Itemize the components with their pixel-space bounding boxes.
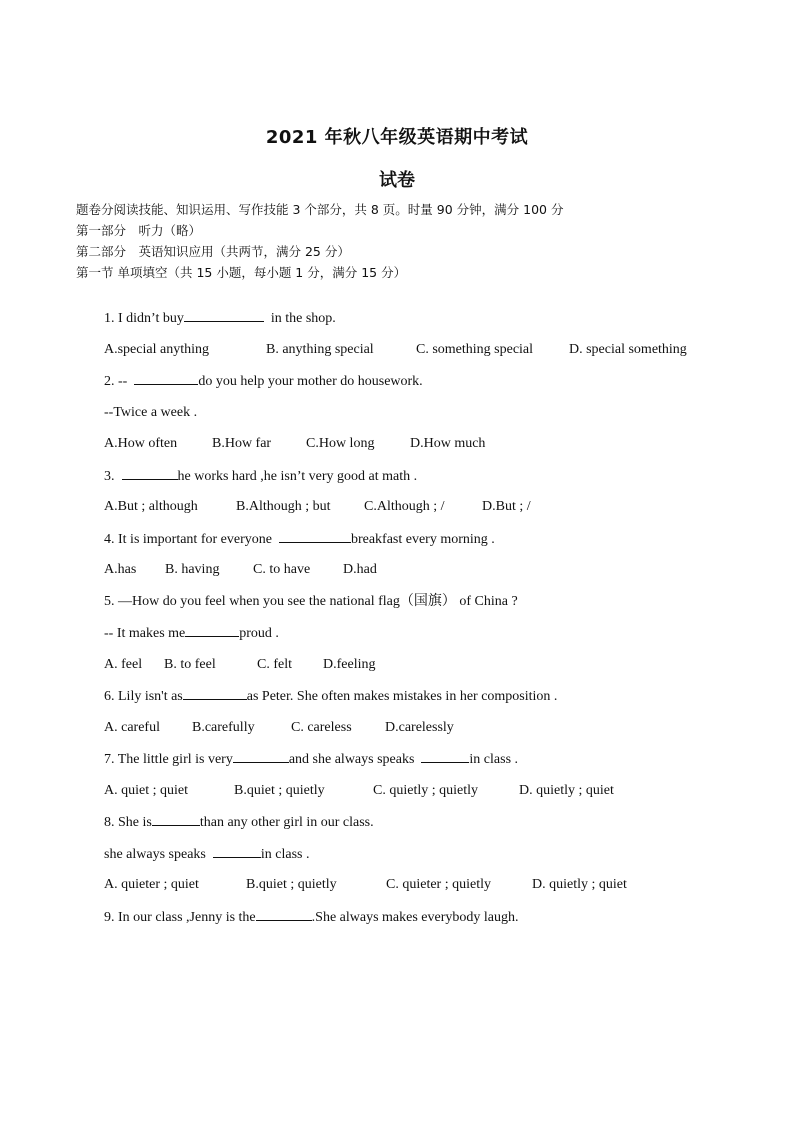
question-8	[104, 811, 744, 843]
question-4-options	[104, 559, 744, 591]
exam-intro: 题卷分阅读技能、知识运用、写作技能 3 个部分，共 8 页。时量 90 分钟，满分 100 分	[76, 202, 564, 217]
question-text: he works hard ,he isn’t very good at math .	[177, 468, 418, 484]
option-a: A. careful	[104, 719, 160, 735]
option-a: A.How often	[104, 436, 178, 451]
question-text: 1. I didn’t buy	[104, 311, 184, 326]
question-text: 3.	[104, 468, 122, 484]
answer-text: in class .	[260, 846, 310, 862]
question-text: than any other girl in our class.	[199, 815, 374, 830]
question-3-options	[104, 496, 744, 528]
question-text: do you help your mother do housework.	[198, 374, 423, 389]
option-c: C. to have	[253, 562, 311, 577]
question-5: 5. —How do you feel when you see the national flag（国旗） of China ?	[104, 593, 518, 609]
option-b: B.quiet ; quietly	[246, 877, 337, 892]
question-text: 6. Lily isn't as	[104, 689, 183, 704]
option-b: B.Although ; but	[236, 499, 331, 514]
answer-blank	[256, 906, 312, 921]
question-text: and she always speaks	[288, 752, 422, 767]
option-b: B. having	[165, 562, 220, 577]
answer-blank	[152, 811, 200, 826]
question-1-options	[104, 339, 744, 371]
question-2-options	[104, 433, 744, 465]
question-text: as Peter. She often makes mistakes in her composition .	[246, 689, 558, 704]
option-b: B.How far	[212, 436, 272, 451]
answer-blank	[134, 370, 198, 385]
question-text: 7. The little girl is very	[104, 752, 233, 767]
option-b: B.quiet ; quietly	[234, 782, 325, 798]
question-9	[104, 906, 744, 938]
answer-blank	[213, 843, 261, 858]
answer-text: -- It makes me	[104, 626, 186, 641]
question-8-answer	[104, 843, 744, 875]
option-d: D.How much	[410, 436, 486, 451]
question-text: 9. In our class ,Jenny is the	[104, 909, 256, 925]
answer-blank	[122, 465, 178, 480]
question-2	[104, 370, 744, 402]
option-a: A. feel	[104, 656, 143, 672]
option-a: A.has	[104, 562, 137, 577]
question-5-answer	[104, 622, 744, 654]
option-a: A. quiet ; quiet	[104, 782, 188, 798]
option-d: D.But ; /	[482, 499, 531, 514]
answer-blank	[421, 748, 469, 763]
answer-blank	[183, 685, 247, 700]
option-b: B.carefully	[192, 719, 255, 735]
option-d: D. quietly ; quiet	[519, 782, 614, 798]
question-2-answer: --Twice a week .	[104, 404, 198, 420]
answer-blank	[233, 748, 289, 763]
question-text: in the shop.	[263, 311, 336, 326]
question-7	[104, 748, 744, 780]
question-3	[104, 465, 744, 497]
part1-heading: 第一部分 听力（略）	[76, 223, 202, 238]
question-4	[104, 528, 744, 560]
option-d: D. special something	[569, 341, 687, 357]
option-d: D.feeling	[323, 656, 376, 672]
question-text: .She always makes everybody laugh.	[311, 909, 519, 925]
option-c: C. quietly ; quietly	[373, 782, 478, 798]
question-5-options	[104, 654, 744, 686]
option-b: B. anything special	[266, 341, 374, 357]
section1-heading: 第一节 单项填空（共 15 小题，每小题 1 分，满分 15 分）	[76, 265, 407, 280]
question-7-options	[104, 780, 744, 812]
exam-title: 2021 年秋八年级英语期中考试	[265, 127, 529, 148]
option-c: C. quieter ; quietly	[386, 877, 491, 892]
option-d: D.had	[343, 562, 377, 577]
option-c: C. felt	[257, 656, 292, 672]
question-text: breakfast every morning .	[350, 531, 495, 547]
option-d: D.carelessly	[385, 719, 454, 735]
question-6-options	[104, 717, 744, 749]
option-a: A.special anything	[104, 341, 209, 357]
option-c: C.Although ; /	[364, 499, 445, 514]
question-text: 2. --	[104, 374, 135, 389]
option-a: A.But ; although	[104, 499, 198, 514]
exam-instructions	[76, 199, 736, 283]
question-text: 4. It is important for everyone	[104, 531, 279, 547]
answer-blank	[185, 622, 239, 637]
question-text: 8. She is	[104, 815, 152, 830]
answer-text: proud .	[239, 626, 279, 641]
option-b: B. to feel	[164, 656, 216, 672]
question-text: in class .	[469, 752, 519, 767]
answer-text: she always speaks	[104, 846, 213, 862]
option-c: C. careless	[291, 719, 352, 735]
question-8-options	[104, 874, 744, 906]
answer-blank	[279, 528, 351, 543]
answer-blank	[184, 307, 264, 322]
question-6	[104, 685, 744, 717]
option-d: D. quietly ; quiet	[532, 877, 627, 892]
part2-heading: 第二部分 英语知识应用（共两节，满分 25 分）	[76, 244, 350, 259]
exam-subtitle: 试卷	[379, 170, 415, 191]
option-c: C.How long	[306, 436, 375, 451]
question-list	[104, 307, 744, 937]
option-c: C. something special	[416, 341, 534, 357]
question-1	[104, 307, 744, 339]
option-a: A. quieter ; quiet	[104, 877, 199, 892]
